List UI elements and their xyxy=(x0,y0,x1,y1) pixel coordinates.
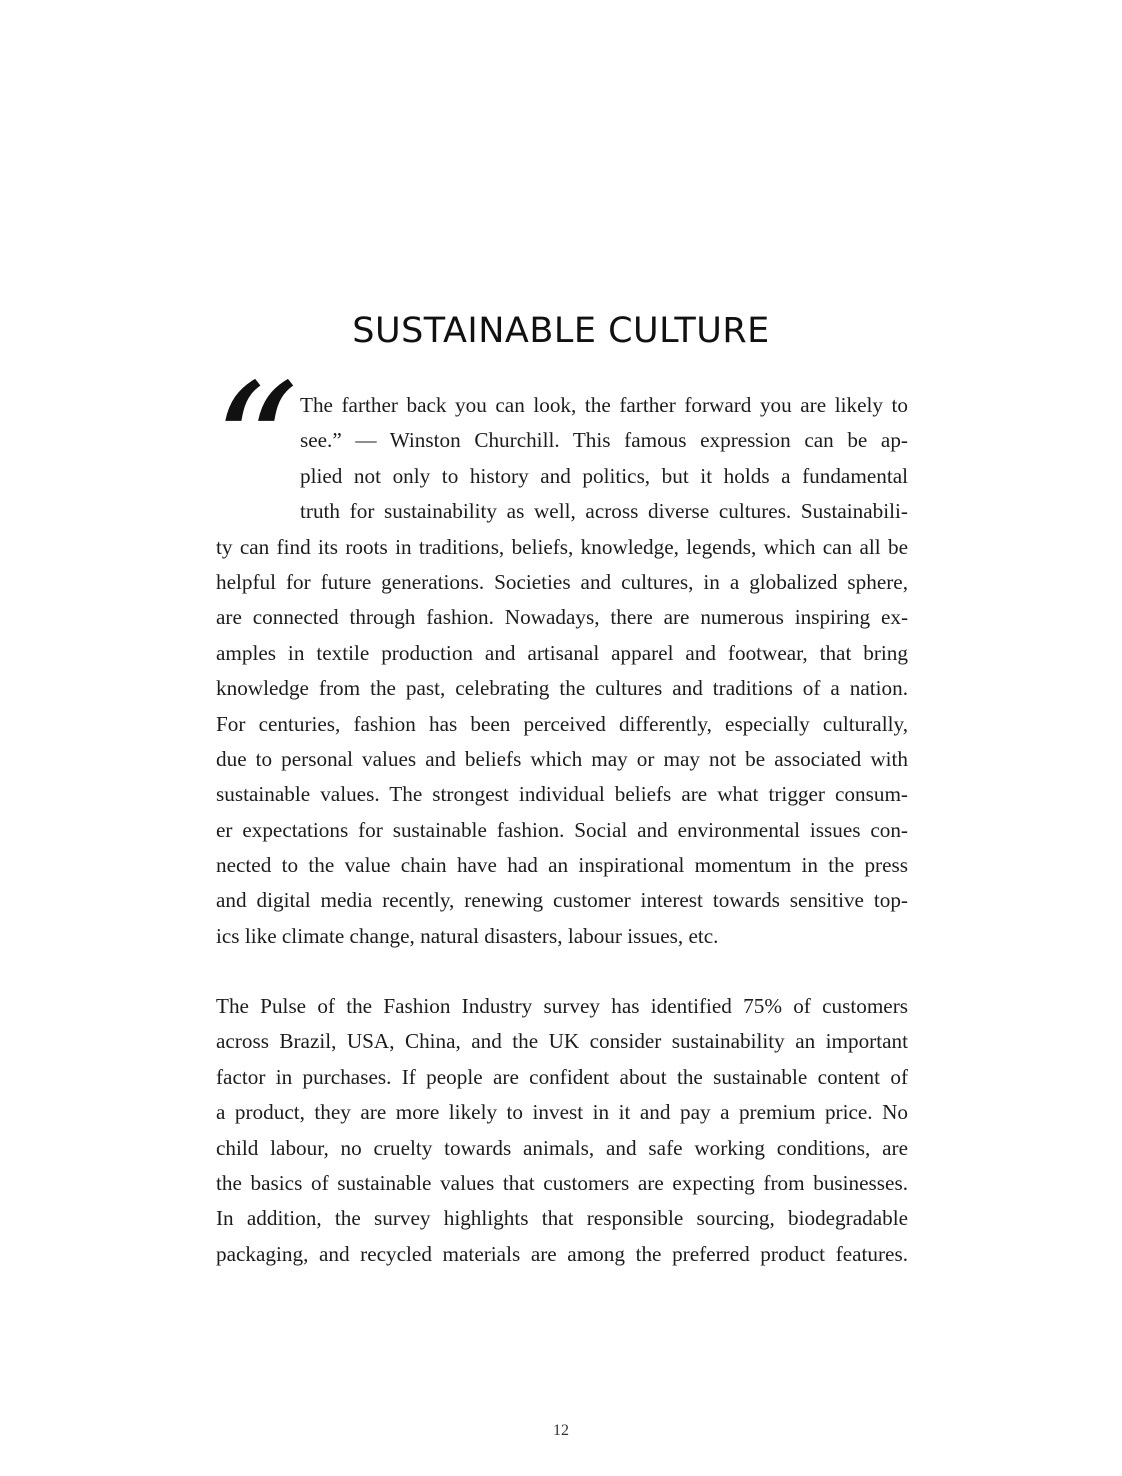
text-line: are connected through fashion. Nowadays, there are numerous inspiring ex- xyxy=(216,605,908,630)
page-title: SUSTAINABLE CULTURE xyxy=(352,311,770,351)
text-line: due to personal values and beliefs which may or may not be associated with xyxy=(216,746,908,771)
text-line: helpful for future generations. Societies and cultures, in a globalized sphere, xyxy=(216,569,908,594)
text-line: amples in textile production and artisanal apparel and footwear, that bring xyxy=(216,640,908,665)
text-line: In addition, the survey highlights that responsible sourcing, biodegradable xyxy=(216,1206,908,1231)
text-line: the basics of sustainable values that customers are expecting from businesses. xyxy=(216,1170,908,1195)
text-line: a product, they are more likely to invest in it and pay a premium price. No xyxy=(216,1100,908,1125)
opening-quote-mark: “ xyxy=(212,348,285,546)
text-line: knowledge from the past, celebrating the cultures and traditions of a nation. xyxy=(216,676,908,701)
text-line: For centuries, fashion has been perceived differently, especially culturally, xyxy=(216,711,908,736)
text-line: factor in purchases. If people are confident about the sustainable content of xyxy=(216,1064,908,1089)
paragraph-2 xyxy=(216,989,908,1272)
text-line: er expectations for sustainable fashion. Social and environmental issues con- xyxy=(216,817,908,842)
text-line: The farther back you can look, the farther forward you are likely to xyxy=(300,393,908,417)
text-line: child labour, no cruelty towards animals, and safe working conditions, are xyxy=(216,1135,908,1160)
text-line: across Brazil, USA, China, and the UK consider sustainability an important xyxy=(216,1029,908,1054)
text-line: ics like climate change, natural disasters, labour issues, etc. xyxy=(216,923,719,948)
text-line: packaging, and recycled materials are among the preferred product features. xyxy=(216,1241,908,1266)
text-line: truth for sustainability as well, across diverse cultures. Sustainabili- xyxy=(300,499,908,524)
text-line: sustainable values. The strongest individual beliefs are what trigger consum- xyxy=(216,782,908,807)
text-line: ty can find its roots in traditions, beliefs, knowledge, legends, which can all be xyxy=(216,534,908,559)
text-line: nected to the value chain have had an inspirational momentum in the press xyxy=(216,853,908,878)
text-line: The Pulse of the Fashion Industry survey has identified 75% of customers xyxy=(216,994,908,1018)
text-line: plied not only to history and politics, but it holds a fundamental xyxy=(300,463,908,488)
text-line: see.” — Winston Churchill. This famous expression can be ap- xyxy=(300,428,908,453)
paragraph-1 xyxy=(216,388,908,954)
text-line: and digital media recently, renewing customer interest towards sensitive top- xyxy=(216,888,908,913)
page-number: 12 xyxy=(553,1422,569,1439)
